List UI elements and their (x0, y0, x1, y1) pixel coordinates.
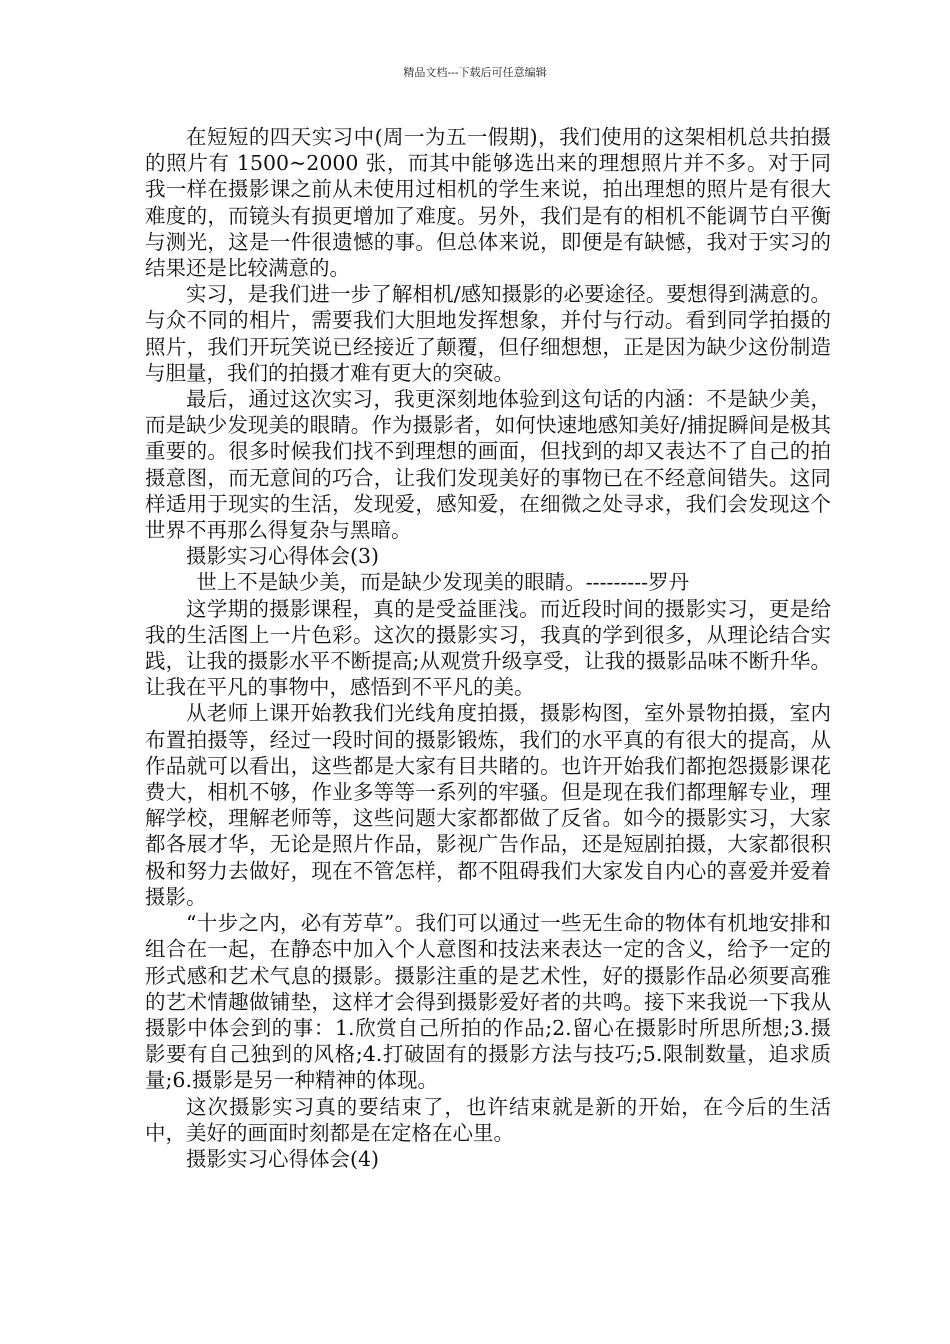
page-header: 精品文档---下载后可任意编辑 (403, 66, 547, 79)
paragraph: 在短短的四天实习中(周一为五一假期)，我们使用的这架相机总共拍摄的照片有 1500~2000 张，而其中能够选出来的理想照片并不多。对于同我一样在摄影课之前从未使用过相机的学生来说，拍出理想的照片是有很大难度的，而镜头有损更增加了难度。另外，我们是有的相机不能调节白平衡与测光，这是一件很遗憾的事。但总体来说，即便是有缺憾，我对于实习的结果还是比较满意的。 (145, 125, 831, 281)
document-body (145, 124, 831, 1172)
paragraph: 最后，通过这次实习，我更深刻地体验到这句话的内涵：不是缺少美，而是缺少发现美的眼睛。作为摄影者，如何快速地感知美好/捕捉瞬间是极其重要的。很多时候我们找不到理想的画面，但找到的却又表达不了自己的拍摄意图，而无意间的巧合，让我们发现美好的事物已在不经意间错失。这同样适用于现实的生活，发现爱，感知爱，在细微之处寻求，我们会发现这个世界不再那么得复杂与黑暗。 (145, 387, 831, 543)
paragraph: 这学期的摄影课程，真的是受益匪浅。而近段时间的摄影实习，更是给我的生活图上一片色彩。这次的摄影实习，我真的学到很多，从理论结合实践，让我的摄影水平不断提高;从观赏升级享受，让我的摄影品味不断升华。让我在平凡的事物中，感悟到不平凡的美。 (145, 596, 831, 700)
paragraph: 从老师上课开始教我们光线角度拍摄，摄影构图，室外景物拍摄，室内布置拍摄等，经过一段时间的摄影锻炼，我们的水平真的有很大的提高，从作品就可以看出，这些都是大家有目共睹的。也许开始我们都抱怨摄影课花费大，相机不够，作业多等等一系列的牢骚。但是现在我们都理解专业，理解学校，理解老师等，这些问题大家都都做了反省。如今的摄影实习，大家都各展才华，无论是照片作品，影视广告作品，还是短剧拍摄，大家都很积极和努力去做好，现在不管怎样，都不阻碍我们大家发自内心的喜爱并爱着摄影。 (145, 701, 831, 909)
paragraph: 这次摄影实习真的要结束了，也许结束就是新的开始，在今后的生活中，美好的画面时刻都是在定格在心里。 (145, 1094, 831, 1145)
quote-line: 世上不是缺少美，而是缺少发现美的眼睛。---------罗丹 (196, 570, 690, 595)
paragraph: 实习，是我们进一步了解相机/感知摄影的必要途径。要想得到满意的。与众不同的相片，需要我们大胆地发挥想象，并付与行动。看到同学拍摄的照片，我们开玩笑说已经接近了颠覆，但仔细想想，正是因为缺少这份制造与胆量，我们的拍摄才难有更大的突破。 (145, 282, 831, 385)
section-heading: 摄影实习心得体会(3) (186, 544, 380, 569)
section-heading: 摄影实习心得体会(4) (186, 1146, 380, 1171)
paragraph: “十步之内，必有芳草”。我们可以通过一些无生命的物体有机地安排和组合在一起，在静态中加入个人意图和技法来表达一定的含义，给予一定的形式感和艺术气息的摄影。摄影注重的是艺术性，好的摄影作品必须要高雅的艺术情趣做铺垫，这样才会得到摄影爱好者的共鸣。接下来我说一下我从摄影中体会到的事：1.欣赏自己所拍的作品;2.留心在摄影时所思所想;3.摄影要有自己独到的风格;4.打破固有的摄影方法与技巧;5.限制数量，追求质量;6.摄影是另一种精神的体现。 (145, 911, 831, 1093)
